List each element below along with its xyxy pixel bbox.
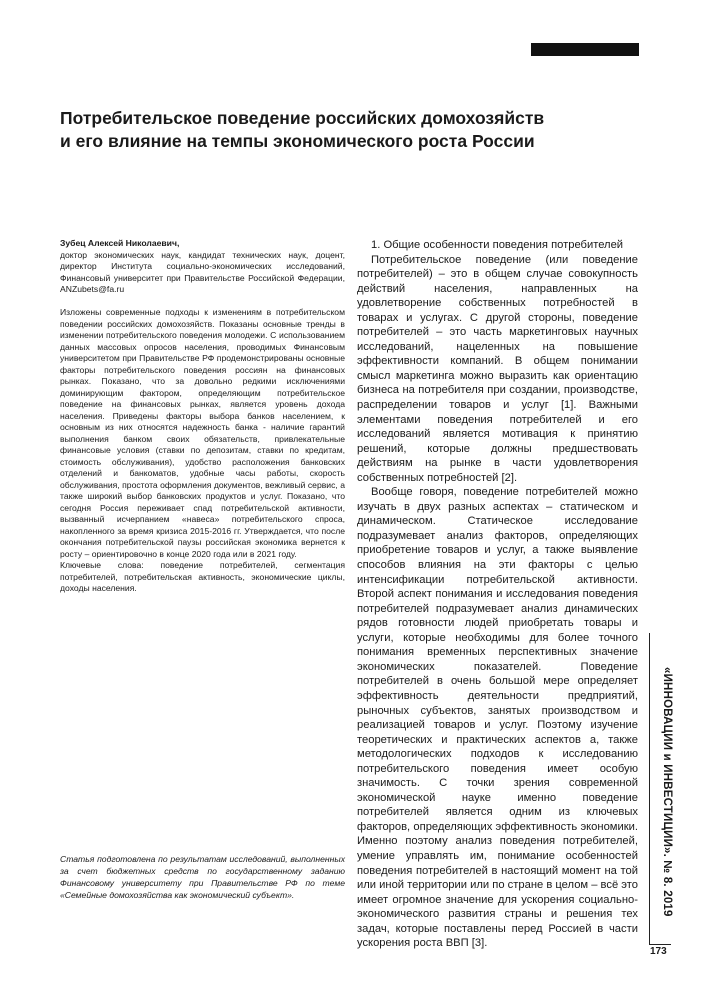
author-affiliation: доктор экономических наук, кандидат технических наук, доцент, директор Института социально-экономических исследований, Финансовый университет при Правительстве Российской Федерации, ANZubets@fa.ru [60, 249, 345, 294]
article-title-line-2: и его влияние на темпы экономического роста России [60, 131, 535, 151]
body-paragraph: Потребительское поведение (или поведение потребителей) – это в общем случае совокупность действий населения, направленных на удовлетворение собственных потребностей в товарах и услугах. С другой стороны, поведение потребителей – это часть маркетинговых научных исследований, нацеленных на повышение эффективности компаний. В общем понимании смысл маркетинга можно выразить как ориентацию бизнеса на потребителя при создании, производстве, распределении товаров и услуг [1]. Важными элементами поведения потребителей и его исследований является мотивация к принятию решений, которые должны предшествовать действиям на рынке в части удовлетворения собственных потребностей [2]. [357, 253, 638, 484]
abstract-text: Изложены современные подходы к изменениям в потребительском поведении российских домохозяйств. Показаны основные тренды в изменении потребительского поведения молодежи. С использованием данных массовых опросов населения, проводимых Финансовым университетом при Правительстве РФ продемонстрированы основные факторы потребительского поведения россиян на финансовых рынках. Показано, что за довольно редкими исключениями доминирующим фактором, определяющим потребительское поведение на финансовых рынках, является уровень дохода населения. Приведены факторы выбора банков населением, к основным из них относятся надежность банка - наличие гарантий выполнения банком своих обязательств, привлекательные финансовые условия (ставки по депозитам, ставки по кредитам, стоимость обслуживания), удобство расположения банковских отделений и банкоматов, удобные часы работы, скорость обслуживания, простота оформления документов, вежливый сервис, а также широкий выбор банковских продуктов и услуг. Показано, что сегодня Россия переживает спад потребительской активности, вызванный исчерпанием «навеса» потребительского спроса, накопленного за время кризиса 2015-2016 гг. Утверждается, что после окончания потребительской паузы российская экономика вернется к росту – ориентировочно в конце 2020 года или в 2021 году. [60, 307, 345, 559]
page-number: 173 [650, 946, 667, 957]
abstract [60, 307, 345, 595]
keywords: Ключевые слова: поведение потребителей, сегментация потребителей, потребительская активность, экономические циклы, доходы населения. [60, 560, 345, 593]
author-info [60, 238, 345, 296]
journal-name: «ИННОВАЦИИ и ИНВЕСТИЦИИ». № 8. 2019 [661, 667, 673, 917]
author-name: Зубец Алексей Николаевич, [60, 238, 180, 248]
funding-footnote: Статья подготовлена по результатам исследований, выполненных за счет бюджетных средств по государственному заданию Финансовому университету при Правительстве РФ по теме «Семейные домохозяйства как экономический субъект». [60, 854, 345, 900]
article-title [60, 107, 640, 153]
body-paragraph: Вообще говоря, поведение потребителей можно изучать в двух разных аспектах – статическом и динамическом. Статическое исследование подразумевает анализ факторов, определяющих приобретение товаров и услуг, а также выявление способов влияния на эти факторы с целью интенсификации потребительской активности. Второй аспект понимания и исследования поведения потребителей подразумевает анализ динамических рядов готовности людей приобретать товары и услуги, которые необходимы для более точного понимания временных перспективных значение экономических показателей. Поведение потребителей в очень большой мере определяет эффективность деятельности предприятий, рыночных субъектов, занятых производством и реализацией товаров и услуг. Поэтому изучение теоретических и практических аспектов а, также методологических подходов к исследованию потребительского поведения имеет особую значимость. С точки зрения современной экономической науке именно поведение потребителей является одним из ключевых факторов, определяющих эффективность экономики. Именно поэтому анализ поведения потребителей, умение управлять им, понимание особенностей поведения потребителей в настоящий момент на той или иной территории или по стране в целом – всё это имеет огромное значение для ускорения социально-экономического развития страны и решения тех задач, которые поставлены перед Россией в части ускорения роста ВВП [3]. [357, 486, 638, 950]
page-number-divider [649, 944, 671, 945]
header-bar-decoration [531, 43, 639, 56]
article-title-line-1: Потребительское поведение российских домохозяйств [60, 108, 545, 128]
article-body [357, 238, 638, 951]
section-heading: 1. Общие особенности поведения потребителей [371, 239, 624, 251]
sidebar-divider [649, 633, 650, 945]
journal-sidebar [655, 667, 677, 943]
